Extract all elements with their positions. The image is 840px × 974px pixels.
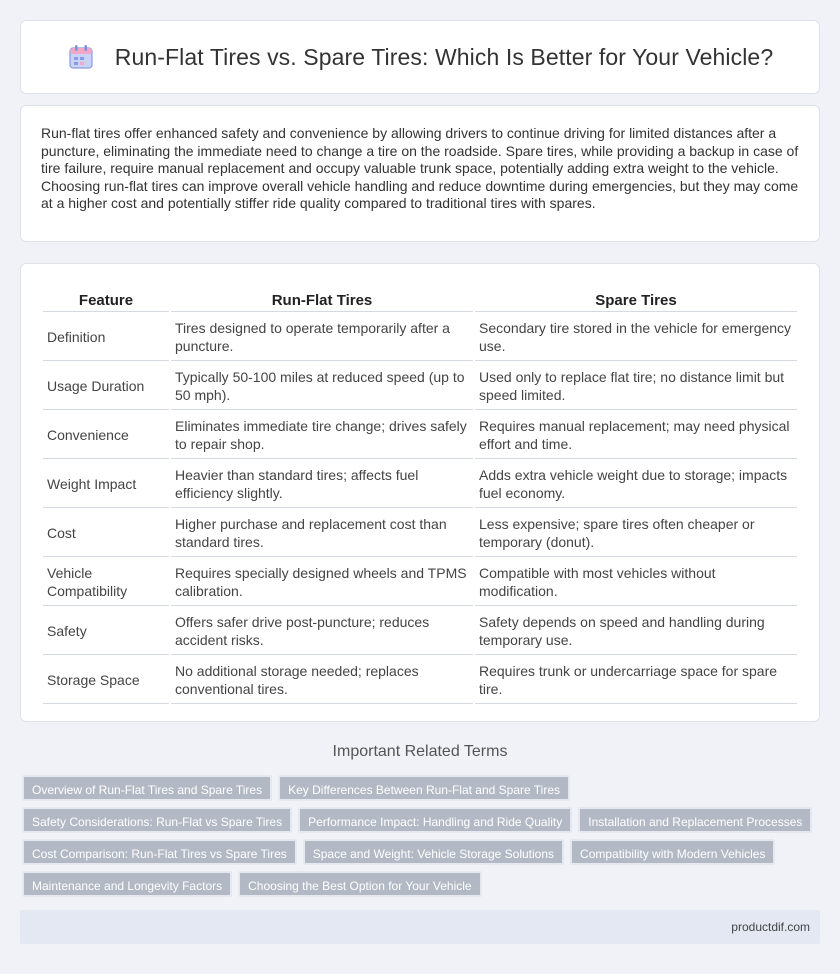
table-row — [43, 655, 797, 704]
related-term-tag[interactable]: Cost Comparison: Run-Flat Tires vs Spare Tires — [22, 839, 297, 865]
header-spare: Spare Tires — [475, 282, 797, 312]
run-flat-cell: Offers safer drive post-puncture; reduces accident risks. — [171, 606, 473, 655]
intro-paragraph: Run-flat tires offer enhanced safety and convenience by allowing drivers to continue driving for limited distances after a puncture, eliminating the immediate need to change a tire on the roadside. Spare tires, while providing a backup in case of tire failure, require manual replacement and occupy valuable trunk space, potentially adding extra weight to the vehicle. Choosing run-flat tires can improve overall vehicle handling and reduce downtime during emergencies, but they may come at a higher cost and potentially stiffer ride quality compared to traditional tires with spares. — [41, 125, 799, 212]
run-flat-cell: Tires designed to operate temporarily after a puncture. — [171, 312, 473, 361]
calendar-icon — [67, 43, 95, 71]
related-term-tag[interactable]: Installation and Replacement Processes — [578, 807, 812, 833]
feature-cell: Definition — [43, 312, 169, 361]
feature-cell: Cost — [43, 508, 169, 557]
spare-cell: Requires manual replacement; may need physical effort and time. — [475, 410, 797, 459]
footer — [20, 910, 820, 944]
feature-cell: Safety — [43, 606, 169, 655]
table-row — [43, 312, 797, 361]
intro-card — [20, 105, 820, 242]
run-flat-cell: Typically 50-100 miles at reduced speed (up to 50 mph). — [171, 361, 473, 410]
spare-cell: Requires trunk or undercarriage space for spare tire. — [475, 655, 797, 704]
page-title: Run-Flat Tires vs. Spare Tires: Which Is Better for Your Vehicle? — [114, 43, 774, 70]
feature-cell: Weight Impact — [43, 459, 169, 508]
table-row — [43, 459, 797, 508]
related-term-tag[interactable]: Maintenance and Longevity Factors — [22, 871, 232, 897]
spare-cell: Compatible with most vehicles without modification. — [475, 557, 797, 606]
related-terms-list — [22, 775, 822, 897]
related-term-tag[interactable]: Choosing the Best Option for Your Vehicle — [238, 871, 481, 897]
related-term-tag[interactable]: Compatibility with Modern Vehicles — [570, 839, 775, 865]
table-row — [43, 508, 797, 557]
related-term-tag[interactable]: Safety Considerations: Run-Flat vs Spare Tires — [22, 807, 292, 833]
spare-cell: Used only to replace flat tire; no distance limit but speed limited. — [475, 361, 797, 410]
feature-cell: Vehicle Compatibility — [43, 557, 169, 606]
spare-cell: Adds extra vehicle weight due to storage; impacts fuel economy. — [475, 459, 797, 508]
run-flat-cell: No additional storage needed; replaces conventional tires. — [171, 655, 473, 704]
table-row — [43, 557, 797, 606]
comparison-table-card — [20, 263, 820, 722]
related-terms-title: Important Related Terms — [332, 743, 508, 760]
table-row — [43, 410, 797, 459]
related-term-tag[interactable]: Space and Weight: Vehicle Storage Solutions — [303, 839, 564, 865]
feature-cell: Usage Duration — [43, 361, 169, 410]
feature-cell: Convenience — [43, 410, 169, 459]
comparison-table — [41, 282, 799, 704]
spare-cell: Less expensive; spare tires often cheaper or temporary (donut). — [475, 508, 797, 557]
header-card — [20, 20, 820, 94]
related-term-tag[interactable]: Key Differences Between Run-Flat and Spare Tires — [278, 775, 570, 801]
run-flat-cell: Requires specially designed wheels and TPMS calibration. — [171, 557, 473, 606]
spare-cell: Secondary tire stored in the vehicle for emergency use. — [475, 312, 797, 361]
spare-cell: Safety depends on speed and handling during temporary use. — [475, 606, 797, 655]
related-term-tag[interactable]: Performance Impact: Handling and Ride Quality — [298, 807, 572, 833]
site-link[interactable]: productdif.com — [731, 920, 810, 934]
table-header-row — [43, 282, 797, 312]
run-flat-cell: Heavier than standard tires; affects fuel efficiency slightly. — [171, 459, 473, 508]
table-row — [43, 361, 797, 410]
related-term-tag[interactable]: Overview of Run-Flat Tires and Spare Tires — [22, 775, 272, 801]
run-flat-cell: Higher purchase and replacement cost than standard tires. — [171, 508, 473, 557]
run-flat-cell: Eliminates immediate tire change; drives safely to repair shop. — [171, 410, 473, 459]
header-run-flat: Run-Flat Tires — [171, 282, 473, 312]
table-row — [43, 606, 797, 655]
feature-cell: Storage Space — [43, 655, 169, 704]
header-feature: Feature — [43, 282, 169, 312]
